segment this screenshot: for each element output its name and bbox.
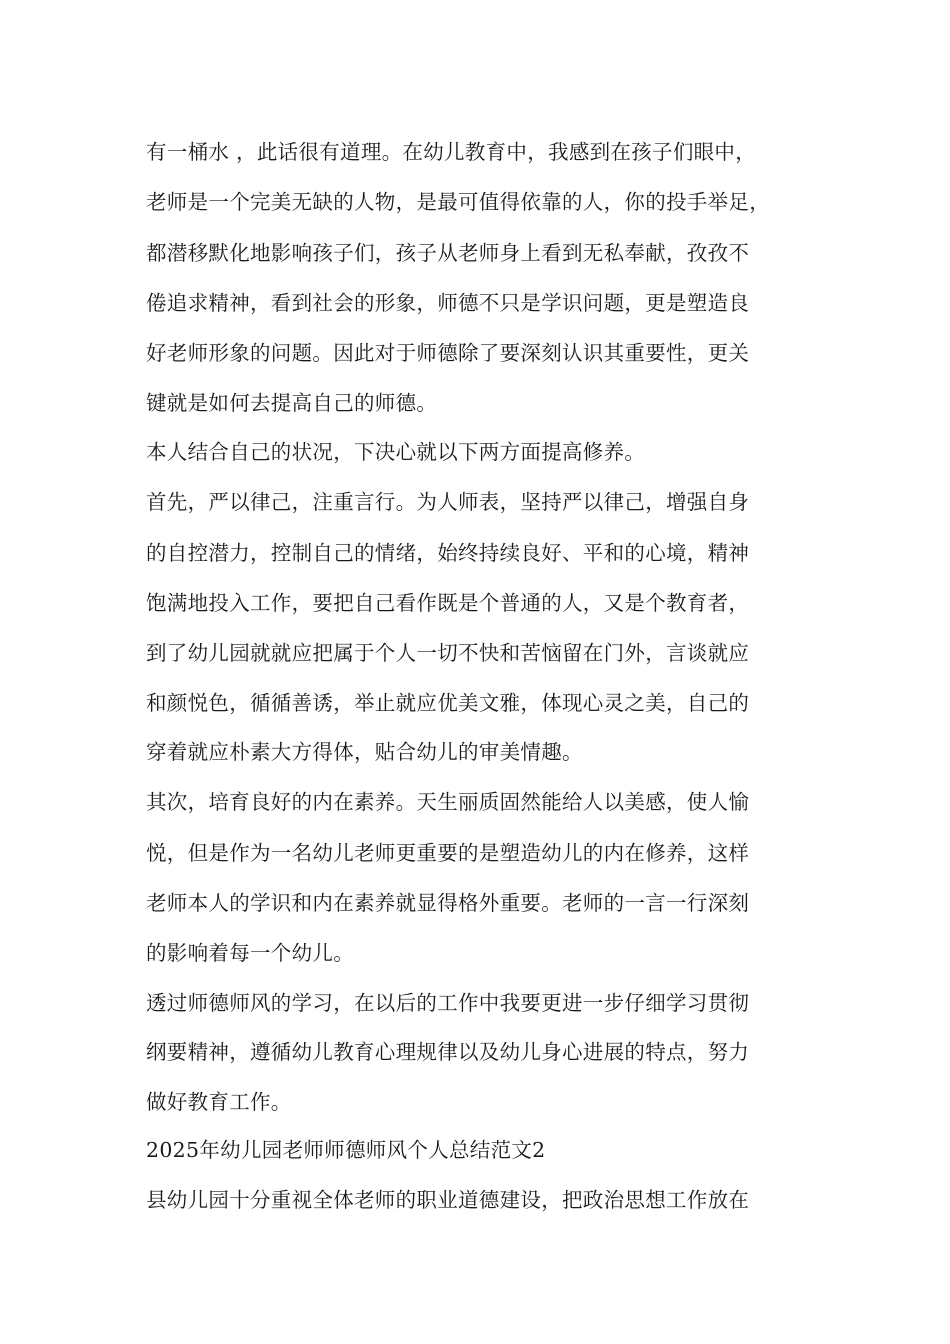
text-line: 倦追求精神，看到社会的形象，师德不只是学识问题，更是塑造良	[146, 291, 750, 315]
text-line: 的自控潜力，控制自己的情绪，始终持续良好、平和的心境，精神	[146, 541, 750, 565]
text-line: 透过师德师风的学习，在以后的工作中我要更进一步仔细学习贯彻	[146, 991, 750, 1015]
text-line: 本人结合自己的状况，下决心就以下两方面提高修养。	[146, 440, 646, 464]
text-line: 饱满地投入工作，要把自己看作既是个普通的人，又是个教育者，	[146, 591, 750, 615]
section-heading: 2025年幼儿园老师师德师风个人总结范文2	[146, 1138, 546, 1162]
text-line: 都潜移默化地影响孩子们，孩子从老师身上看到无私奉献，孜孜不	[146, 241, 750, 265]
text-line: 纲要精神，遵循幼儿教育心理规律以及幼儿身心进展的特点，努力	[146, 1040, 750, 1064]
text-line: 穿着就应朴素大方得体，贴合幼儿的审美情趣。	[146, 740, 583, 764]
text-line: 好老师形象的问题。因此对于师德除了要深刻认识其重要性，更关	[146, 341, 750, 365]
text-line: 老师本人的学识和内在素养就显得格外重要。老师的一言一行深刻	[146, 891, 750, 915]
text-line: 和颜悦色，循循善诱，举止就应优美文雅，体现心灵之美，自己的	[146, 691, 750, 715]
text-line: 的影响着每一个幼儿。	[146, 941, 354, 965]
text-line: 键就是如何去提高自己的师德。	[146, 391, 438, 415]
text-line: 悦，但是作为一名幼儿老师更重要的是塑造幼儿的内在修养，这样	[146, 841, 750, 865]
text-line: 其次，培育良好的内在素养。天生丽质固然能给人以美感，使人愉	[146, 790, 750, 814]
text-line: 首先，严以律己，注重言行。为人师表，坚持严以律己，增强自身	[146, 490, 750, 514]
text-line: 县幼儿园十分重视全体老师的职业道德建设，把政治思想工作放在	[146, 1188, 750, 1212]
text-line: 到了幼儿园就就应把属于个人一切不快和苦恼留在门外，言谈就应	[146, 641, 750, 665]
text-line: 做好教育工作。	[146, 1090, 292, 1114]
text-line: 老师是一个完美无缺的人物，是最可值得依靠的人，你的投手举足，	[146, 190, 770, 214]
text-line: 有一桶水 ，此话很有道理。在幼儿教育中，我感到在孩子们眼中，	[146, 140, 757, 164]
